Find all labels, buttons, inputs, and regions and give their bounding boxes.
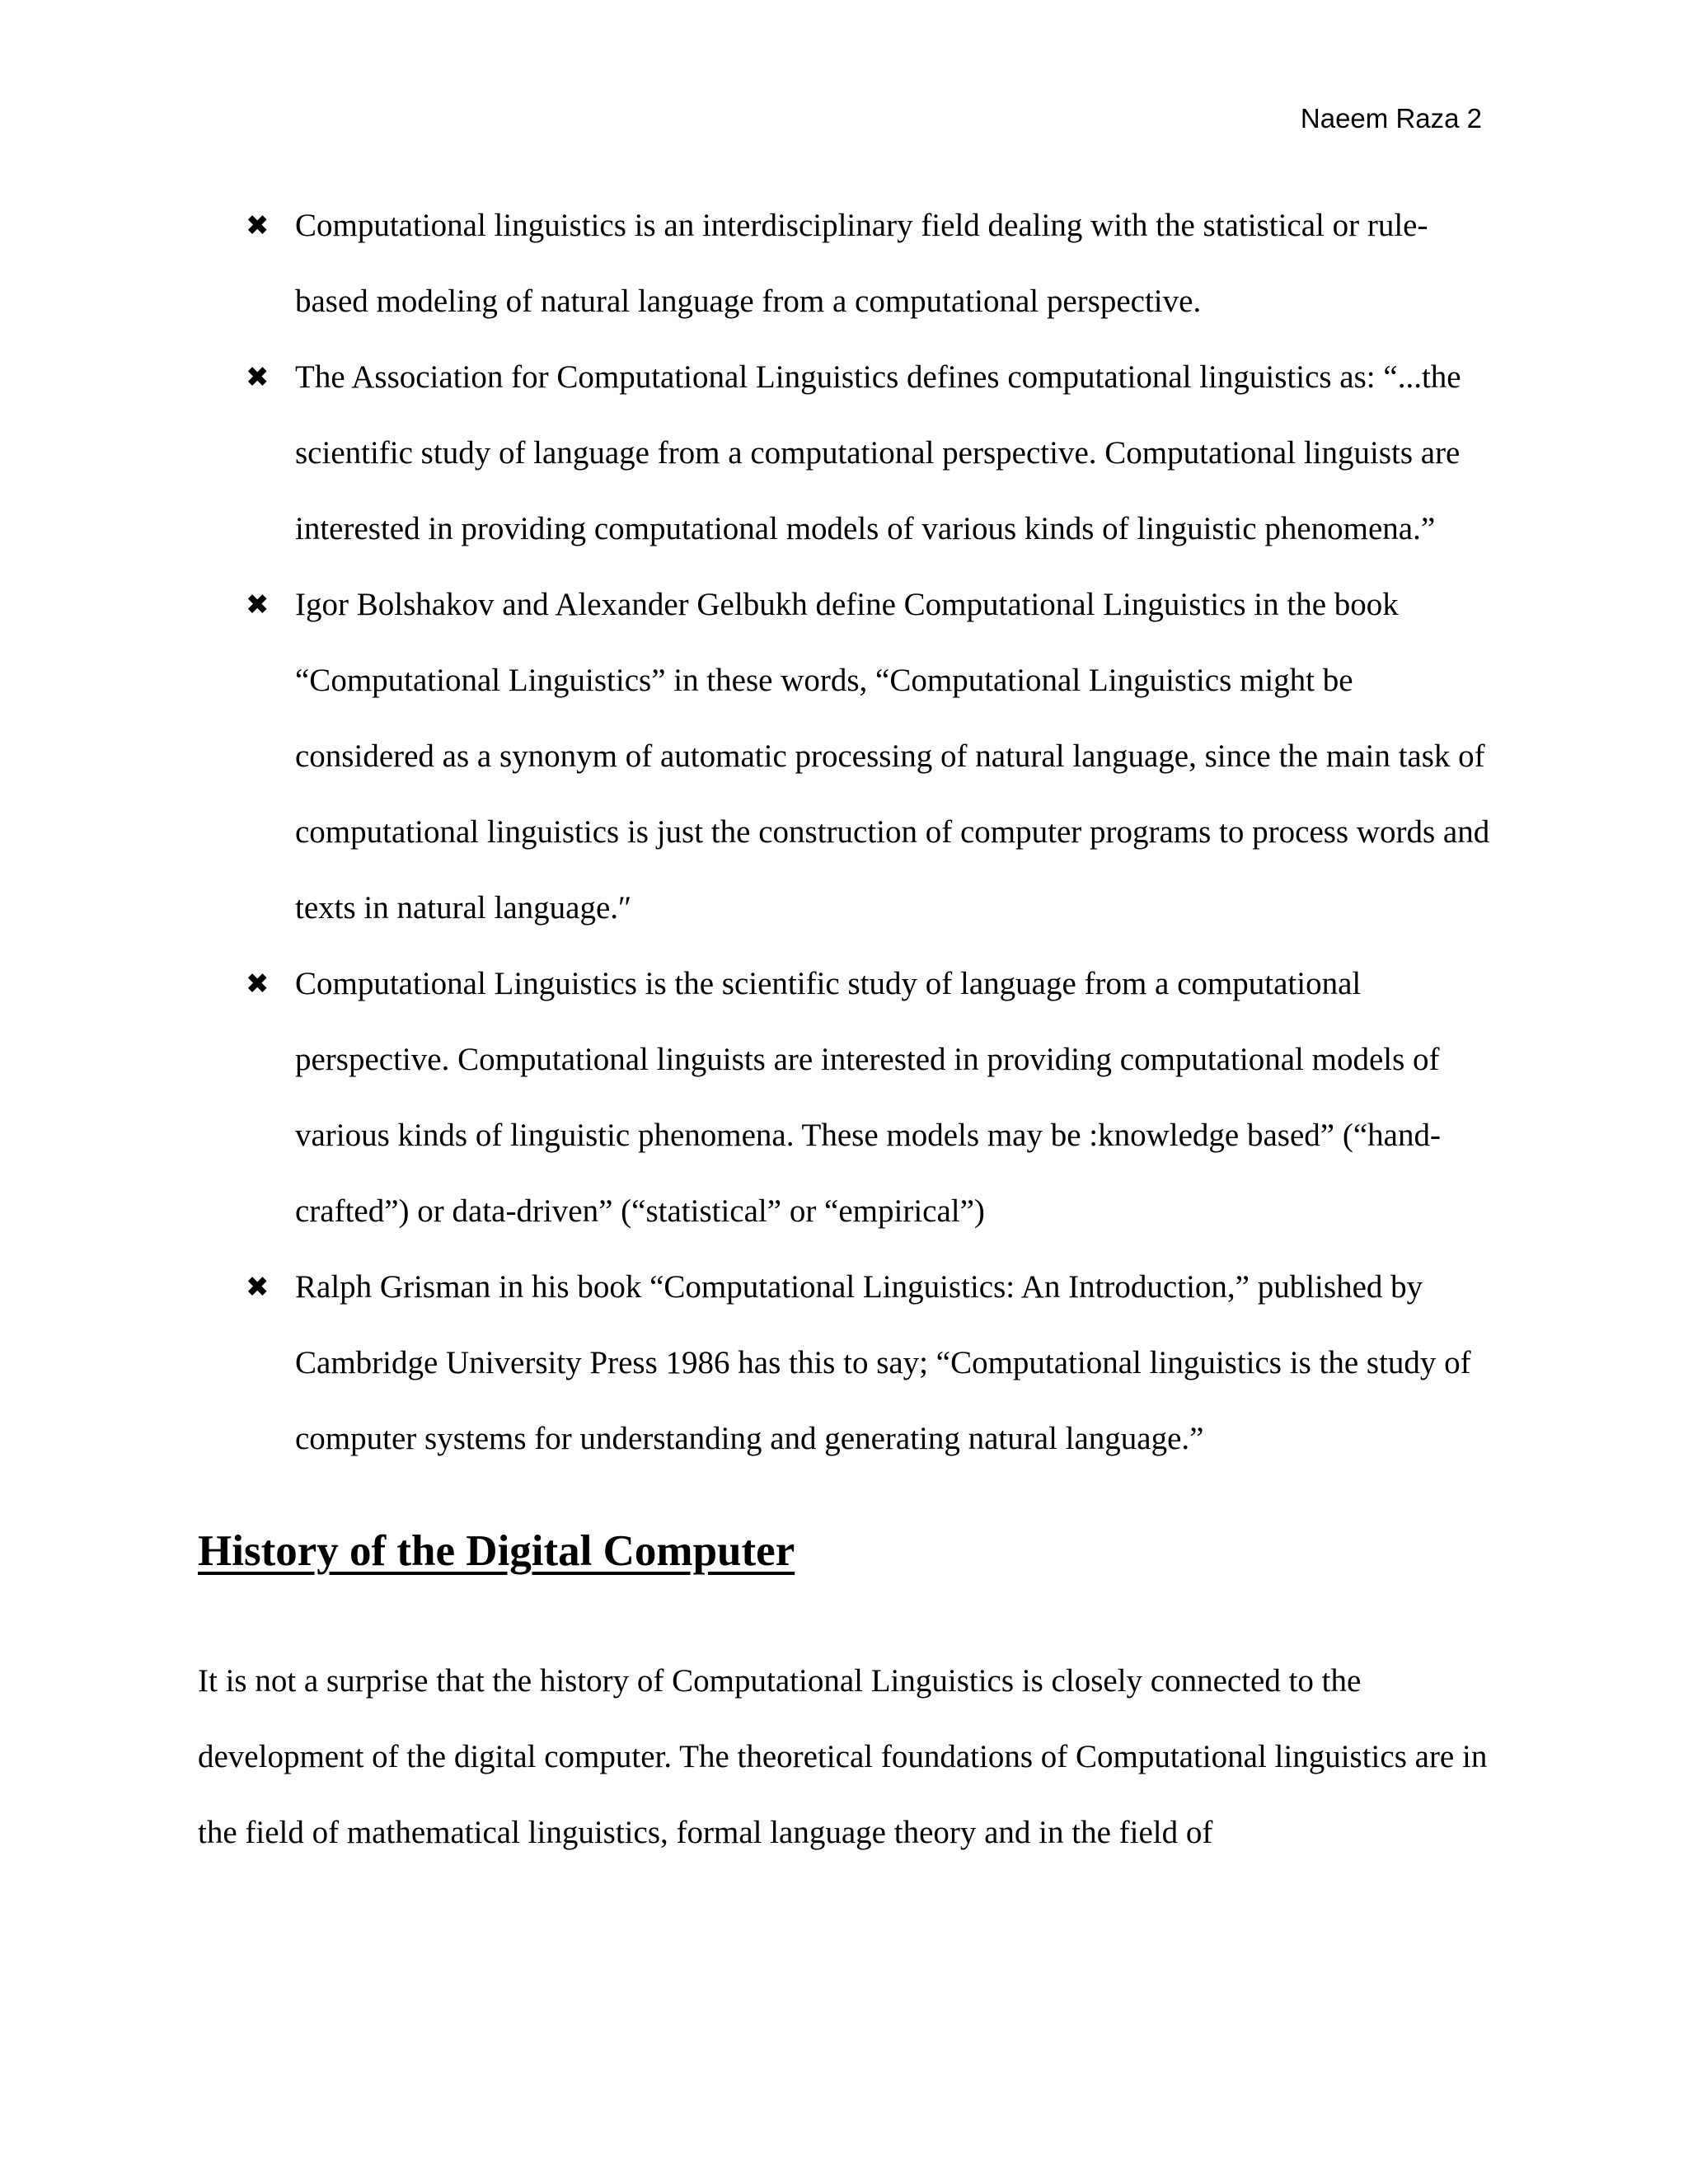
- x-mark-icon: ✖: [246, 1271, 270, 1304]
- list-item-text: Igor Bolshakov and Alexander Gelbukh define Computational Linguistics in the book “Computational Linguistics” in these words, “Computational Linguistics might be considered as a synonym of automatic processing of natural language, since the main task of computational linguistics is just the construction of computer programs to process words and texts in natural language.″: [295, 587, 1490, 926]
- page-content: [198, 188, 1492, 1871]
- list-item-text: Ralph Grisman in his book “Computational Linguistics: An Introduction,” published by Cambridge University Press 1986 has this to say; “Computational linguistics is the study of computer systems for understanding and generating natural language.”: [295, 1269, 1471, 1456]
- x-mark-icon: ✖: [246, 588, 270, 621]
- definitions-list: [198, 188, 1492, 1477]
- list-item: [198, 1249, 1492, 1477]
- list-item-text: The Association for Computational Linguistics defines computational linguistics as: “...the scientific study of language from a computational perspective. Computational linguists are interested in providing computational models of various kinds of linguistic phenomena.”: [295, 359, 1461, 546]
- list-item: [198, 946, 1492, 1249]
- list-item: [198, 340, 1492, 567]
- list-item-text: Computational Linguistics is the scientific study of language from a computational perspective. Computational linguists are interested in providing computational models of various kinds of linguistic phenomena. These models may be :knowledge based” (“hand-crafted”) or data-driven” (“statistical” or “empirical”): [295, 966, 1441, 1229]
- list-item: [198, 567, 1492, 946]
- list-item: [198, 188, 1492, 340]
- x-mark-icon: ✖: [246, 968, 270, 1001]
- x-mark-icon: ✖: [246, 361, 270, 394]
- list-item-text: Computational linguistics is an interdisciplinary field dealing with the statistical or rule-based modeling of natural language from a computational perspective.: [295, 208, 1428, 319]
- x-mark-icon: ✖: [246, 209, 270, 242]
- body-paragraph: It is not a surprise that the history of Computational Linguistics is closely connected to the development of the digital computer. The theoretical foundations of Computational linguistics are in the field of mathematical linguistics, formal language theory and in the field of: [198, 1663, 1488, 1850]
- running-header: Naeem Raza 2: [1300, 103, 1482, 134]
- section-heading: History of the Digital Computer: [198, 1527, 795, 1575]
